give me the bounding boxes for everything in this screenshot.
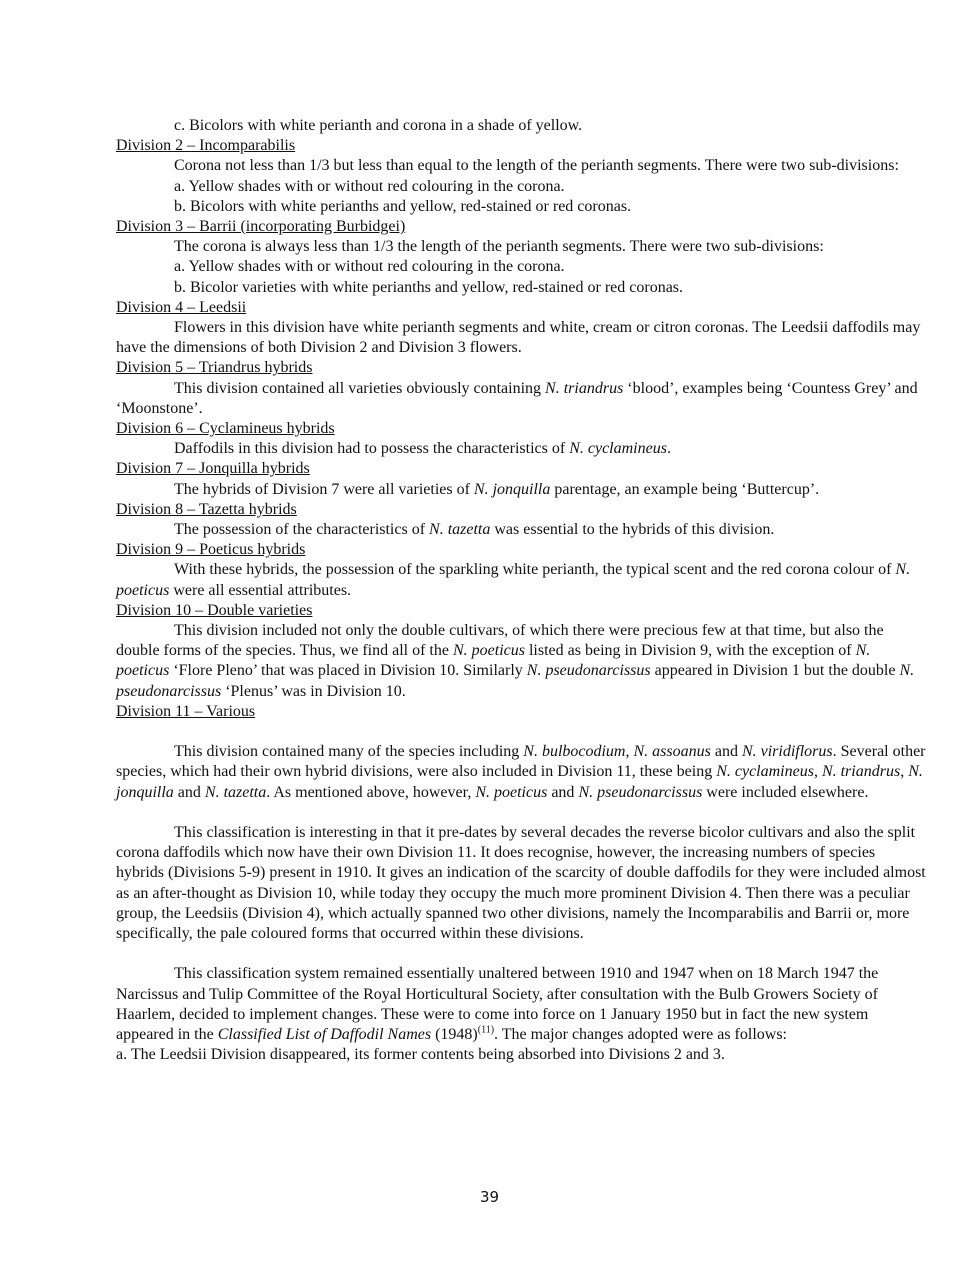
paragraph-classification-interest: This classification is interesting in that it pre-dates by several decades the reverse bicolor cultivars and also the split corona daffodils which now have their own Division 11. It does recognise, however, the increasing numbers of species hybrids (Divisions 5-9) present in 1910. It gives an indication of the scarcity of double daffodils for they were included almost as an after-thought as Division 10, while today they occupy the much more prominent Division 4. Then there was a peculiar group, the Leedsiis (Division 4), which actually spanned two other divisions, namely the Incomparabilis and Barrii or, more specifically, the pale coloured forms that occurred within these divisions. bbox=[116, 824, 926, 943]
heading-division-4: Division 4 – Leedsii bbox=[116, 298, 247, 316]
division-5-description: This division contained all varieties obviously containing N. triandrus ‘blood’, examples being ‘Countess Grey’ and ‘Moonstone’. bbox=[116, 379, 918, 417]
species-name: N. jonquilla bbox=[473, 480, 551, 498]
species-name: N. pseudonarcissus bbox=[526, 662, 651, 680]
paragraph-spacer bbox=[116, 803, 926, 823]
division-2-description: Corona not less than 1/3 but less than equal to the length of the perianth segments. There were two sub-divisions: bbox=[174, 157, 899, 175]
division-3-subdivision-b: b. Bicolor varieties with white perianths and yellow, red-stained or red coronas. bbox=[174, 278, 684, 296]
heading-division-8: Division 8 – Tazetta hybrids bbox=[116, 500, 297, 518]
heading-division-3: Division 3 – Barrii (incorporating Burbidgei) bbox=[116, 218, 406, 236]
page-number: 39 bbox=[479, 1188, 500, 1206]
heading-division-7: Division 7 – Jonquilla hybrids bbox=[116, 460, 310, 478]
division-6-description: Daffodils in this division had to possess the characteristics of N. cyclamineus. bbox=[174, 440, 671, 458]
heading-division-5: Division 5 – Triandrus hybrids bbox=[116, 359, 313, 377]
division-7-description: The hybrids of Division 7 were all varieties of N. jonquilla parentage, an example being ‘Buttercup’. bbox=[174, 480, 820, 498]
species-name: N. tazetta bbox=[204, 783, 267, 801]
book-title: Classified List of Daffodil Names bbox=[217, 1026, 432, 1044]
citation-reference: (11) bbox=[477, 1024, 495, 1036]
species-name: N. bulbocodium bbox=[523, 743, 626, 761]
division-3-description: The corona is always less than 1/3 the length of the perianth segments. There were two sub-divisions: bbox=[174, 238, 824, 256]
division-2-subdivision-a: a. Yellow shades with or without red colouring in the corona. bbox=[174, 177, 565, 195]
change-item-a: a. The Leedsii Division disappeared, its former contents being absorbed into Divisions 2 and 3. bbox=[116, 1046, 725, 1064]
heading-division-11: Division 11 – Various bbox=[116, 702, 256, 720]
division-9-description: With these hybrids, the possession of the sparkling white perianth, the typical scent and the red corona colour of N. poeticus were all essential attributes. bbox=[116, 561, 911, 599]
heading-division-6: Division 6 – Cyclamineus hybrids bbox=[116, 420, 335, 438]
paragraph-division-11-species: This division contained many of the species including N. bulbocodium, N. assoanus and N. viridiflorus. Several other species, which had their own hybrid divisions, were also included in Division 11, these being N. cyclamineus, N. triandrus, N. jonquilla and N. tazetta. As mentioned above, however, N. poeticus and N. pseudonarcissus were included elsewhere. bbox=[116, 743, 926, 801]
species-name: N. assoanus bbox=[633, 743, 711, 761]
species-name: N. poeticus bbox=[116, 561, 911, 599]
species-name: N. poeticus bbox=[475, 783, 548, 801]
division-2-subdivision-b: b. Bicolors with white perianths and yellow, red-stained or red coronas. bbox=[174, 197, 632, 215]
division-3-subdivision-a: a. Yellow shades with or without red colouring in the corona. bbox=[174, 258, 565, 276]
species-name: N. triandrus bbox=[545, 379, 624, 397]
species-name: N. cyclamineus bbox=[716, 763, 814, 781]
species-name: N. pseudonarcissus bbox=[116, 662, 915, 700]
species-name: N. triandrus bbox=[821, 763, 901, 781]
species-name: N. cyclamineus bbox=[569, 440, 667, 458]
paragraph-classification-changes: This classification system remained essentially unaltered between 1910 and 1947 when on 18 March 1947 the Narcissus and Tulip Committee of the Royal Horticultural Society, after consultation with the Bulb Growers Society of Haarlem, decided to implement changes. These were to come into force on 1 January 1950 but in fact the new system appeared in the Classified List of Daffodil Names $(1948)^{(11)}$. The major changes adopted were as follows: bbox=[116, 965, 879, 1044]
division-10-description: This division included not only the double cultivars, of which there were precious few at that time, but also the double forms of the species. Thus, we find all of the N. poeticus listed as being in Division 9, with the exception of N. poeticus ‘Flore Pleno’ that was placed in Division 10. Similarly N. pseudonarcissus appeared in Division 1 but the double N. pseudonarcissus ‘Plenus’ was in Division 10. bbox=[116, 622, 915, 700]
species-name: N. pseudonarcissus bbox=[578, 783, 703, 801]
paragraph-spacer bbox=[116, 722, 926, 742]
heading-division-10: Division 10 – Double varieties bbox=[116, 601, 313, 619]
species-name: N. poeticus bbox=[116, 642, 871, 680]
species-name: N. viridiflorus bbox=[741, 743, 833, 761]
species-name: N. tazetta bbox=[429, 521, 491, 539]
paragraph-spacer bbox=[116, 944, 926, 964]
heading-division-9: Division 9 – Poeticus hybrids bbox=[116, 541, 306, 559]
subdivision-c: c. Bicolors with white perianth and corona in a shade of yellow. bbox=[174, 117, 583, 134]
heading-division-2: Division 2 – Incomparabilis bbox=[116, 137, 296, 155]
division-4-description: Flowers in this division have white perianth segments and white, cream or citron coronas. The Leedsii daffodils may have the dimensions of both Division 2 and Division 3 flowers. bbox=[116, 319, 921, 357]
division-8-description: The possession of the characteristics of N. tazetta was essential to the hybrids of this division. bbox=[174, 521, 775, 539]
species-name: N. poeticus bbox=[452, 642, 525, 660]
species-name: N. jonquilla bbox=[116, 763, 923, 801]
document-body bbox=[116, 116, 926, 1066]
